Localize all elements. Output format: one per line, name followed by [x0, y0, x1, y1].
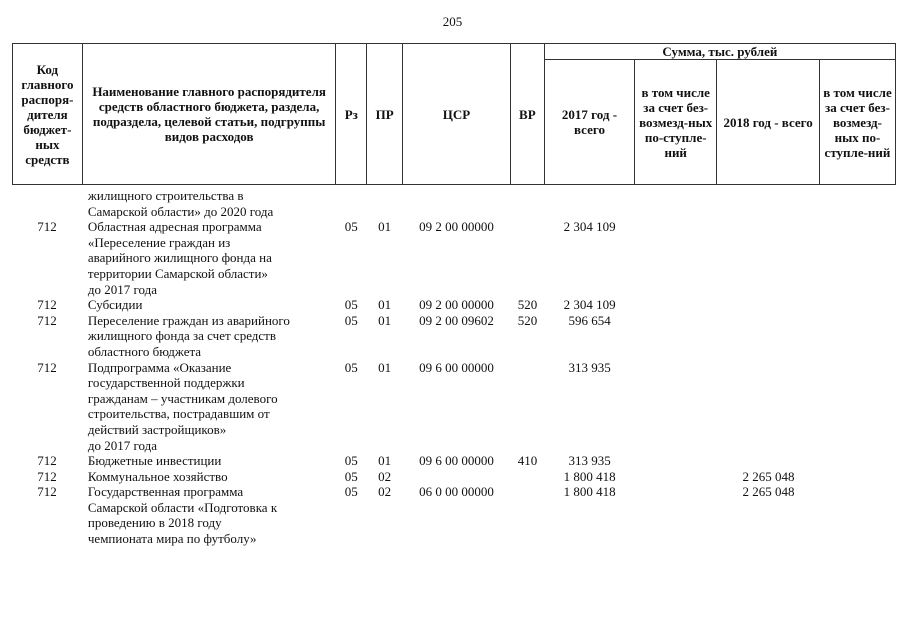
header-sum: Сумма, тыс. рублей	[544, 44, 895, 60]
header-rz: Рз	[336, 44, 367, 185]
cell-s2017: 2 304 109	[563, 297, 616, 313]
cell-s2018	[717, 360, 820, 454]
table-header	[12, 43, 896, 185]
cell-vr	[511, 360, 545, 454]
cell-code: 712	[37, 484, 57, 500]
cell-s2017: 2 304 109	[563, 219, 616, 235]
cell-vr	[511, 219, 545, 297]
cell-csr	[403, 469, 511, 485]
cell-i2017	[635, 469, 717, 485]
cell-i2018	[820, 453, 896, 469]
cell-code: 712	[37, 468, 57, 484]
cell-code: 712	[37, 453, 57, 469]
header-2017-total: 2017 год - всего	[544, 60, 634, 185]
cell-code: 712	[37, 297, 57, 313]
cell-pr: 01	[378, 312, 392, 328]
table-row	[12, 313, 896, 360]
cell-i2018	[820, 219, 896, 297]
cell-pr: 01	[378, 297, 392, 313]
cell-vr	[511, 188, 545, 219]
cell-vr: 520	[517, 297, 538, 313]
cell-rz: 05	[344, 312, 358, 328]
cell-rz: 05	[344, 453, 358, 469]
cell-csr: 09 6 00 00000	[419, 453, 494, 469]
cell-csr: 09 2 00 00000	[419, 297, 494, 313]
header-code: Код главного распоря-дителя бюджет-ных средств	[13, 44, 83, 185]
cell-csr: 09 2 00 09602	[419, 312, 494, 328]
header-2018-total: 2018 год - всего	[717, 60, 820, 185]
cell-pr: 01	[378, 453, 392, 469]
header-csr: ЦСР	[403, 44, 511, 185]
cell-name: Государственная программа Самарской области «Подготовка к проведению в 2018 году чемпионата мира по футболу»	[87, 484, 278, 547]
cell-i2017	[635, 484, 717, 546]
page-number: 205	[442, 14, 463, 29]
table-row	[12, 219, 896, 297]
cell-s2017: 1 800 418	[563, 484, 616, 500]
cell-s2018	[717, 297, 820, 313]
cell-i2018	[820, 360, 896, 454]
cell-name: Субсидии	[87, 297, 143, 313]
cell-s2017	[544, 188, 634, 219]
cell-pr	[367, 188, 403, 219]
cell-pr: 02	[378, 468, 392, 484]
cell-csr: 09 2 00 00000	[419, 219, 494, 235]
cell-s2017: 313 935	[568, 453, 611, 469]
table-row	[12, 484, 896, 546]
table-row	[12, 469, 896, 485]
cell-i2017	[635, 313, 717, 360]
cell-pr: 01	[378, 359, 392, 375]
cell-name: Коммунальное хозяйство	[87, 468, 228, 484]
cell-i2017	[635, 297, 717, 313]
cell-vr: 520	[517, 312, 538, 328]
cell-rz: 05	[344, 359, 358, 375]
cell-s2018: 2 265 048	[742, 468, 795, 484]
cell-name: жилищного строительства в Самарской области» до 2020 года	[87, 188, 274, 219]
cell-i2018	[820, 469, 896, 485]
header-2018-included: в том числе за счет без-возмезд-ных по-ступле-ний	[819, 60, 895, 185]
cell-s2018	[717, 219, 820, 297]
cell-rz: 05	[344, 219, 358, 235]
cell-rz	[336, 188, 367, 219]
cell-csr: 06 0 00 00000	[419, 484, 494, 500]
cell-s2018	[717, 313, 820, 360]
cell-rz: 05	[344, 297, 358, 313]
cell-code: 712	[37, 359, 57, 375]
cell-s2017: 1 800 418	[563, 468, 616, 484]
cell-code: 712	[37, 312, 57, 328]
cell-i2017	[635, 453, 717, 469]
cell-i2018	[820, 297, 896, 313]
cell-pr: 01	[378, 219, 392, 235]
cell-i2018	[820, 313, 896, 360]
cell-rz: 05	[344, 468, 358, 484]
cell-s2018: 2 265 048	[742, 484, 795, 500]
table-body	[12, 188, 896, 547]
cell-rz: 05	[344, 484, 358, 500]
cell-i2018	[820, 484, 896, 546]
cell-i2017	[635, 360, 717, 454]
cell-name: Переселение граждан из аварийного жилищного фонда за счет средств областного бюджета	[87, 312, 290, 359]
cell-name: Бюджетные инвестиции	[87, 453, 222, 469]
table-row	[12, 188, 896, 219]
cell-code: 712	[37, 219, 57, 235]
header-name: Наименование главного распорядителя средств областного бюджета, раздела, подраздела, целевой статьи, подгруппы видов расходов	[82, 44, 336, 185]
cell-pr: 02	[378, 484, 392, 500]
table-row	[12, 297, 896, 313]
table-row	[12, 453, 896, 469]
cell-s2018	[717, 188, 820, 219]
header-vr: ВР	[510, 44, 544, 185]
cell-vr	[511, 484, 545, 546]
cell-i2017	[635, 188, 717, 219]
cell-vr: 410	[517, 453, 538, 469]
cell-s2018	[717, 453, 820, 469]
cell-code	[12, 188, 82, 219]
cell-i2018	[820, 188, 896, 219]
cell-name: Областная адресная программа «Переселение граждан из аварийного жилищного фонда на территории Самарской области» до 2017 года	[87, 219, 272, 297]
cell-s2017: 596 654	[568, 312, 611, 328]
table-row	[12, 360, 896, 454]
header-pr: ПР	[367, 44, 403, 185]
header-2017-included: в том числе за счет без-возмезд-ных по-ступле-ний	[635, 60, 717, 185]
cell-s2017: 313 935	[568, 359, 611, 375]
cell-i2017	[635, 219, 717, 297]
cell-name: Подпрограмма «Оказание государственной поддержки гражданам – участникам долевого строительства, пострадавшим от действий застройщиков» до 2017 года	[87, 359, 278, 453]
cell-csr: 09 6 00 00000	[419, 359, 494, 375]
cell-vr	[511, 469, 545, 485]
cell-csr	[403, 188, 511, 219]
